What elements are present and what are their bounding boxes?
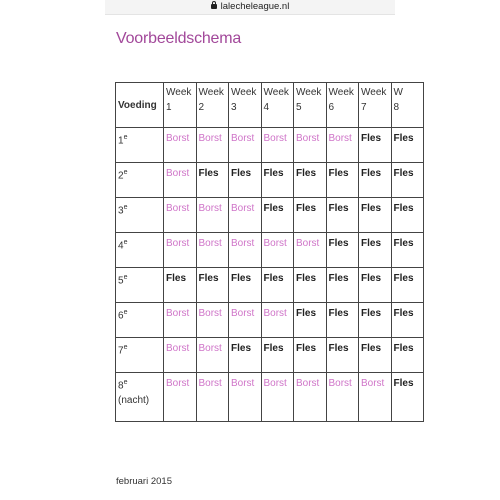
table-cell-fles: Fles [359,198,392,233]
table-cell-borst: Borst [294,233,327,268]
feeding-ordinal: e [123,379,128,386]
table-cell-fles: Fles [229,338,262,373]
table-cell-borst: Borst [164,338,197,373]
table-cell-fles: Fles [391,373,424,422]
feeding-number: 7 [118,345,124,357]
table-cell-fles: Fles [294,268,327,303]
table-cell-fles: Fles [359,233,392,268]
table-cell-borst: Borst [196,303,229,338]
table-cell-borst: Borst [261,373,294,422]
feeding-ordinal: e [123,274,128,281]
address-bar[interactable] [105,0,395,15]
week-label: Week [361,87,387,98]
table-cell-fles: Fles [359,303,392,338]
table-cell-borst: Borst [164,303,197,338]
table-cell-fles: Fles [391,198,424,233]
feeding-ordinal: e [123,309,128,316]
column-header-week-7 [359,83,392,128]
week-number: 3 [231,102,237,113]
column-header-week-4 [261,83,294,128]
feeding-ordinal: e [123,134,128,141]
week-label: Week [198,87,224,98]
row-label [116,373,164,422]
table-cell-borst: Borst [359,373,392,422]
week-label: Week [263,87,289,98]
table-cell-fles: Fles [359,128,392,163]
week-number: 4 [263,102,270,113]
schedule-table [115,82,424,422]
week-number: 1 [166,102,172,113]
table-cell-fles: Fles [359,268,392,303]
table-row [116,303,424,338]
table-row [116,373,424,422]
table-body [116,128,424,422]
table-cell-borst: Borst [294,373,327,422]
table-cell-borst: Borst [164,373,197,422]
url-text: lalecheleague.nl [220,1,290,12]
table-cell-borst: Borst [164,163,197,198]
feeding-ordinal: e [123,169,128,176]
table-cell-borst: Borst [164,128,197,163]
page-title: Voorbeeldschema [116,30,242,47]
table-cell-borst: Borst [261,128,294,163]
week-number: 7 [361,102,367,113]
table-cell-borst: Borst [164,198,197,233]
feeding-number: 1 [118,135,124,147]
table-row [116,163,424,198]
table-cell-borst: Borst [326,128,359,163]
table-cell-fles: Fles [294,338,327,373]
page-content [105,0,414,500]
table-cell-borst: Borst [294,128,327,163]
column-header-week-6 [326,83,359,128]
column-header-week-8 [391,83,424,128]
table-cell-borst: Borst [229,303,262,338]
table-cell-borst: Borst [196,198,229,233]
table-cell-fles: Fles [359,163,392,198]
table-cell-borst: Borst [196,373,229,422]
table-cell-fles: Fles [326,338,359,373]
table-cell-borst: Borst [326,373,359,422]
row-label [116,163,164,198]
row-label [116,198,164,233]
table-row [116,128,424,163]
table-cell-fles: Fles [294,303,327,338]
week-label: Week [328,87,354,98]
table-cell-fles: Fles [294,198,327,233]
table-row [116,268,424,303]
table-cell-fles: Fles [391,163,424,198]
table-cell-borst: Borst [196,233,229,268]
table-cell-fles: Fles [391,303,424,338]
feeding-ordinal: e [123,204,128,211]
table-cell-borst: Borst [229,128,262,163]
lock-icon [211,4,217,9]
week-label: Week [296,87,322,98]
footer-date: februari 2015 [116,476,172,487]
feeding-number: 2 [118,170,124,182]
row-label [116,303,164,338]
week-number: 2 [198,102,205,113]
table-cell-fles: Fles [391,233,424,268]
table-row [116,338,424,373]
table-cell-fles: Fles [196,268,229,303]
table-cell-fles: Fles [261,338,294,373]
table-cell-fles: Fles [261,163,294,198]
week-number: 5 [296,102,302,113]
feeding-number: 6 [118,310,124,322]
table-row [116,198,424,233]
table-cell-fles: Fles [229,163,262,198]
table-cell-borst: Borst [229,373,262,422]
table-cell-fles: Fles [391,128,424,163]
feeding-number: 3 [118,205,124,217]
table-cell-fles: Fles [294,163,327,198]
feeding-number: 8 [118,380,124,392]
feeding-note: (nacht) [118,395,150,407]
table-cell-fles: Fles [261,268,294,303]
column-header-week-1 [164,83,197,128]
column-header-week-2 [196,83,229,128]
table-cell-fles: Fles [326,163,359,198]
table-cell-borst: Borst [196,128,229,163]
week-label: W [393,87,403,98]
row-label [116,268,164,303]
week-number: 8 [393,102,400,113]
table-cell-borst: Borst [261,303,294,338]
table-cell-fles: Fles [391,268,424,303]
row-label [116,338,164,373]
row-label [116,128,164,163]
column-header-week-3 [229,83,262,128]
table-row [116,233,424,268]
feeding-number: 5 [118,275,124,287]
table-cell-borst: Borst [229,233,262,268]
column-header-week-5 [294,83,327,128]
table-cell-fles: Fles [326,233,359,268]
week-number: 6 [328,102,335,113]
table-cell-fles: Fles [326,303,359,338]
table-cell-borst: Borst [261,233,294,268]
table-cell-borst: Borst [164,233,197,268]
week-label: Week [166,87,192,98]
url-display[interactable] [105,1,395,12]
table-cell-borst: Borst [229,198,262,233]
feeding-ordinal: e [123,239,128,246]
table-cell-borst: Borst [196,338,229,373]
row-label [116,233,164,268]
feeding-number: 4 [118,240,124,252]
schedule-table-container[interactable] [115,82,414,422]
table-cell-fles: Fles [196,163,229,198]
week-label: Week [231,87,257,98]
table-header-row [116,83,424,128]
table-cell-fles: Fles [391,338,424,373]
feeding-ordinal: e [123,344,128,351]
table-cell-fles: Fles [229,268,262,303]
table-cell-fles: Fles [359,338,392,373]
table-cell-fles: Fles [326,198,359,233]
table-cell-fles: Fles [164,268,197,303]
column-header-voeding: Voeding [116,83,164,128]
table-cell-fles: Fles [261,198,294,233]
table-cell-fles: Fles [326,268,359,303]
